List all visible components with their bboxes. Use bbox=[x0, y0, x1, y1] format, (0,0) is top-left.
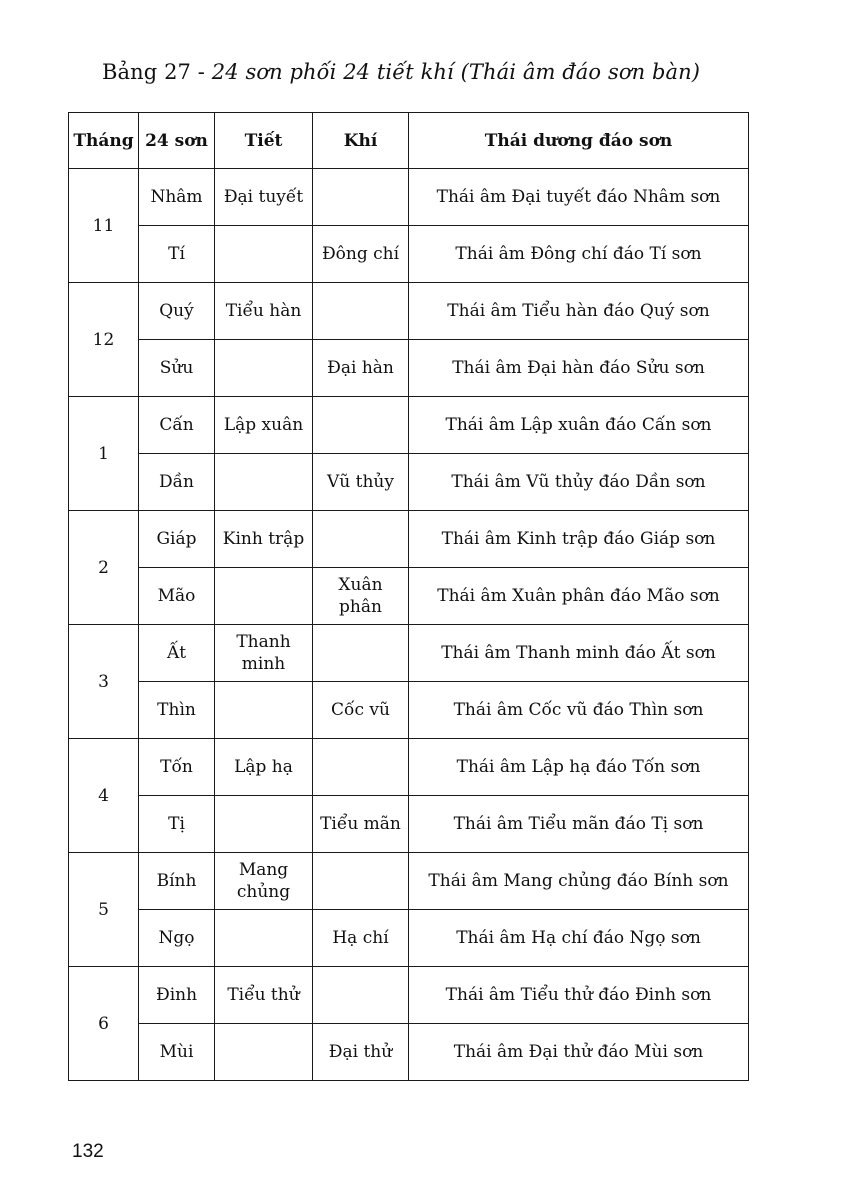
son-cell: Mão bbox=[139, 568, 215, 625]
month-cell: 4 bbox=[69, 739, 139, 853]
khi-cell: Xuân phân bbox=[313, 568, 409, 625]
khi-cell bbox=[313, 397, 409, 454]
tiet-cell bbox=[215, 340, 313, 397]
table-row bbox=[69, 511, 749, 568]
son-cell: Tị bbox=[139, 796, 215, 853]
tiet-cell: Tiểu thử bbox=[215, 967, 313, 1024]
header-dao-son: Thái dương đáo sơn bbox=[409, 113, 749, 169]
caption-lead: Bảng 27 - bbox=[102, 60, 212, 84]
son-cell: Mùi bbox=[139, 1024, 215, 1081]
dao-son-cell: Thái âm Đại hàn đáo Sửu sơn bbox=[409, 340, 749, 397]
table-row bbox=[69, 967, 749, 1024]
dao-son-cell: Thái âm Xuân phân đáo Mão sơn bbox=[409, 568, 749, 625]
khi-cell bbox=[313, 739, 409, 796]
dao-son-cell: Thái âm Lập hạ đáo Tốn sơn bbox=[409, 739, 749, 796]
tiet-cell bbox=[215, 454, 313, 511]
tiet-cell: Lập xuân bbox=[215, 397, 313, 454]
table-row bbox=[69, 283, 749, 340]
month-cell: 6 bbox=[69, 967, 139, 1081]
dao-son-cell: Thái âm Đông chí đáo Tí sơn bbox=[409, 226, 749, 283]
dao-son-cell: Thái âm Lập xuân đáo Cấn sơn bbox=[409, 397, 749, 454]
month-cell: 3 bbox=[69, 625, 139, 739]
khi-cell: Đại hàn bbox=[313, 340, 409, 397]
son-tiet-khi-table bbox=[68, 112, 749, 1081]
son-cell: Đinh bbox=[139, 967, 215, 1024]
month-cell: 2 bbox=[69, 511, 139, 625]
son-cell: Tốn bbox=[139, 739, 215, 796]
khi-cell bbox=[313, 967, 409, 1024]
table-row bbox=[69, 1024, 749, 1081]
tiet-cell: Thanh minh bbox=[215, 625, 313, 682]
table-row bbox=[69, 454, 749, 511]
son-cell: Bính bbox=[139, 853, 215, 910]
son-cell: Thìn bbox=[139, 682, 215, 739]
son-cell: Nhâm bbox=[139, 169, 215, 226]
khi-cell: Vũ thủy bbox=[313, 454, 409, 511]
tiet-cell bbox=[215, 682, 313, 739]
khi-cell: Cốc vũ bbox=[313, 682, 409, 739]
header-24-son: 24 sơn bbox=[139, 113, 215, 169]
table-caption bbox=[102, 60, 700, 84]
table-row bbox=[69, 625, 749, 682]
dao-son-cell: Thái âm Tiểu thử đáo Đinh sơn bbox=[409, 967, 749, 1024]
khi-cell: Đại thử bbox=[313, 1024, 409, 1081]
tiet-cell bbox=[215, 910, 313, 967]
son-cell: Cấn bbox=[139, 397, 215, 454]
khi-cell: Tiểu mãn bbox=[313, 796, 409, 853]
header-thang: Tháng bbox=[69, 113, 139, 169]
khi-cell bbox=[313, 853, 409, 910]
dao-son-cell: Thái âm Mang chủng đáo Bính sơn bbox=[409, 853, 749, 910]
son-cell: Dần bbox=[139, 454, 215, 511]
table-row bbox=[69, 169, 749, 226]
caption-title: 24 sơn phối 24 tiết khí (Thái âm đáo sơn bàn) bbox=[211, 60, 701, 84]
tiet-cell: Mang chủng bbox=[215, 853, 313, 910]
tiet-cell bbox=[215, 568, 313, 625]
month-cell: 5 bbox=[69, 853, 139, 967]
dao-son-cell: Thái âm Đại thử đáo Mùi sơn bbox=[409, 1024, 749, 1081]
table-row bbox=[69, 226, 749, 283]
table-row bbox=[69, 397, 749, 454]
tiet-cell: Tiểu hàn bbox=[215, 283, 313, 340]
dao-son-cell: Thái âm Cốc vũ đáo Thìn sơn bbox=[409, 682, 749, 739]
son-cell: Quý bbox=[139, 283, 215, 340]
dao-son-cell: Thái âm Vũ thủy đáo Dần sơn bbox=[409, 454, 749, 511]
khi-cell bbox=[313, 625, 409, 682]
tiet-cell bbox=[215, 796, 313, 853]
month-cell: 1 bbox=[69, 397, 139, 511]
son-cell: Sửu bbox=[139, 340, 215, 397]
tiet-cell bbox=[215, 226, 313, 283]
khi-cell bbox=[313, 511, 409, 568]
son-cell: Giáp bbox=[139, 511, 215, 568]
khi-cell: Hạ chí bbox=[313, 910, 409, 967]
table-row bbox=[69, 340, 749, 397]
dao-son-cell: Thái âm Tiểu hàn đáo Quý sơn bbox=[409, 283, 749, 340]
table-row bbox=[69, 796, 749, 853]
tiet-cell bbox=[215, 1024, 313, 1081]
header-row bbox=[69, 113, 749, 169]
son-cell: Ngọ bbox=[139, 910, 215, 967]
tiet-cell: Đại tuyết bbox=[215, 169, 313, 226]
month-cell: 11 bbox=[69, 169, 139, 283]
tiet-cell: Lập hạ bbox=[215, 739, 313, 796]
son-cell: Tí bbox=[139, 226, 215, 283]
dao-son-cell: Thái âm Kinh trập đáo Giáp sơn bbox=[409, 511, 749, 568]
header-khi: Khí bbox=[313, 113, 409, 169]
dao-son-cell: Thái âm Tiểu mãn đáo Tị sơn bbox=[409, 796, 749, 853]
dao-son-cell: Thái âm Thanh minh đáo Ất sơn bbox=[409, 625, 749, 682]
khi-cell bbox=[313, 169, 409, 226]
table-row bbox=[69, 739, 749, 796]
dao-son-cell: Thái âm Đại tuyết đáo Nhâm sơn bbox=[409, 169, 749, 226]
khi-cell bbox=[313, 283, 409, 340]
header-tiet: Tiết bbox=[215, 113, 313, 169]
khi-cell: Đông chí bbox=[313, 226, 409, 283]
table-row bbox=[69, 682, 749, 739]
table-row bbox=[69, 853, 749, 910]
table-row bbox=[69, 568, 749, 625]
son-cell: Ất bbox=[139, 625, 215, 682]
month-cell: 12 bbox=[69, 283, 139, 397]
table-row bbox=[69, 910, 749, 967]
dao-son-cell: Thái âm Hạ chí đáo Ngọ sơn bbox=[409, 910, 749, 967]
page-number: 132 bbox=[72, 1141, 104, 1162]
tiet-cell: Kinh trập bbox=[215, 511, 313, 568]
